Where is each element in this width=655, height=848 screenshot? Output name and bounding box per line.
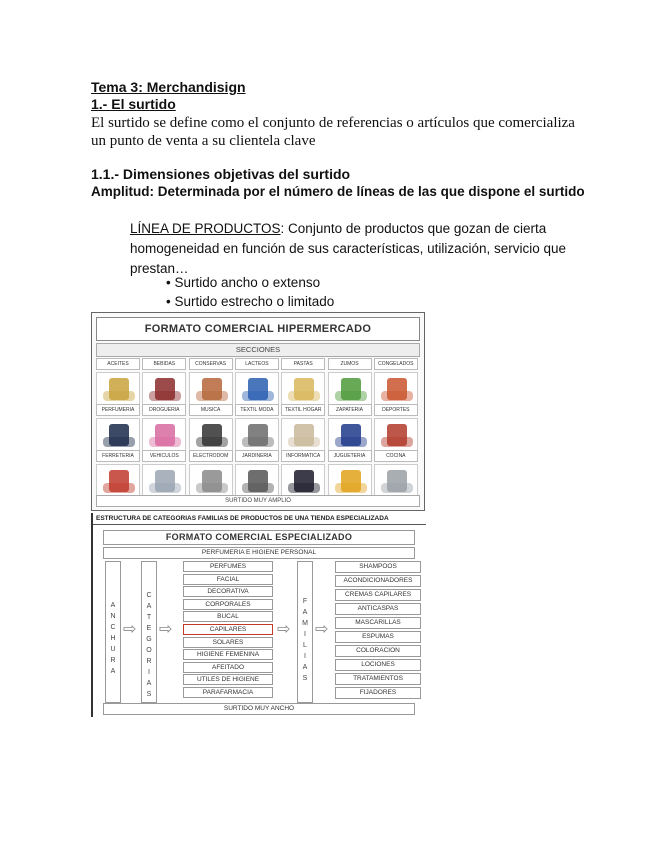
section-label: JUGUETERIA [328,450,372,462]
categoria-item: BUCAL [183,611,273,622]
section-cell [235,404,279,452]
specialized-figure [91,513,425,717]
section-cell [374,404,418,452]
familia-item: ESPUMAS [335,631,421,643]
section-label: ZUMOS [328,358,372,370]
categoria-item: CORPORALES [183,599,273,610]
bullet-text: Surtido ancho o extenso [174,275,321,290]
headphones-icon [189,418,233,452]
section-label: TEXTIL HOGAR [281,404,325,416]
milk-icon [235,372,279,406]
car-icon [142,464,186,498]
categoria-item: CAPILARES [183,624,273,635]
categoria-item: DECORATIVA [183,586,273,597]
section-label: BEBIDAS [142,358,186,370]
section-cell [96,404,140,452]
shoe-icon [328,418,372,452]
pasta-icon [281,372,325,406]
section-cell [281,450,325,498]
figure-title: FORMATO COMERCIAL ESPECIALIZADO [103,530,415,545]
linea-line-1: : Conjunto de productos que gozan de cierta [280,221,547,236]
linea-paragraph [130,219,567,279]
shirt-icon [235,418,279,452]
cans-icon [189,372,233,406]
drill-icon [96,464,140,498]
bullet-item: • Surtido ancho o extenso [166,275,321,290]
definition-line-2: un punto de venta a su clientela clave [91,133,316,149]
familia-item: COLORACION [335,645,421,657]
sports-icon [374,418,418,452]
familia-item: FIJADORES [335,687,421,699]
familia-item: ANTICASPAS [335,603,421,615]
familia-item: CREMAS CAPILARES [335,589,421,601]
pot-icon [374,464,418,498]
figure-subtitle: PERFUMERIA E HIGIENE PERSONAL [103,547,415,559]
amplitud-text: Amplitud: Determinada por el número de líneas de las que dispone el surtido [91,184,585,199]
section-label: CONGELADOS [374,358,418,370]
section-cell [235,358,279,406]
section-label: VEHICULOS [142,450,186,462]
section-heading: 1.- El surtido [91,96,176,112]
familias-column [297,561,313,703]
section-cell [328,358,372,406]
subsection-heading: 1.1.- Dimensiones objetivas del surtido [91,166,351,182]
section-cell [142,358,186,406]
hypermarket-figure [91,312,425,511]
categoria-item: AFEITADO [183,662,273,673]
familia-item: LOCIONES [335,659,421,671]
figure-footer: SURTIDO MUY AMPLIO [96,495,420,507]
familia-item: SHAMPOOS [335,561,421,573]
arrow-icon: ⇨ [159,621,173,638]
perfume-icon [96,418,140,452]
section-cell [142,450,186,498]
section-cell [374,358,418,406]
laptop-icon [281,464,325,498]
section-label: TEXTIL MODA [235,404,279,416]
anchura-column [105,561,121,703]
section-label: COCINA [374,450,418,462]
oil-bottle-icon [96,372,140,406]
linea-line-3: prestan… [130,261,189,276]
section-cell [374,450,418,498]
tools-icon [235,464,279,498]
section-label: JARDINERIA [235,450,279,462]
linea-line-2: homogeneidad en función de sus características, utilización, servicio que [130,241,566,256]
familia-item: MASCARILLAS [335,617,421,629]
familia-item: TRATAMIENTOS [335,673,421,685]
bullet-text: Surtido estrecho o limitado [174,294,335,309]
section-cell [189,404,233,452]
section-cell [96,450,140,498]
definition-line-1: El surtido se define como el conjunto de referencias o artículos que comercializa [91,115,575,131]
bullet-item: • Surtido estrecho o limitado [166,294,335,309]
section-cell [189,450,233,498]
section-label: LACTEOS [235,358,279,370]
arrow-icon: ⇨ [277,621,291,638]
section-cell [235,450,279,498]
section-cell [189,358,233,406]
section-label: DROGUERIA [142,404,186,416]
categorias-text: C A T E G O R I A S [146,592,152,698]
categorias-column [141,561,157,703]
categoria-item: SOLARES [183,637,273,648]
figure-footer: SURTIDO MUY ANCHO [103,703,415,715]
categoria-item: HIGIENE FEMENINA [183,649,273,660]
section-label: PERFUMERIA [96,404,140,416]
section-label: DEPORTES [374,404,418,416]
familia-item: ACONDICIONADORES [335,575,421,587]
section-label: ELECTRODOM [189,450,233,462]
section-cell [281,358,325,406]
appliances-icon [189,464,233,498]
sections-label: SECCIONES [96,343,420,357]
section-label: MUSICA [189,404,233,416]
figure-title: FORMATO COMERCIAL HIPERMERCADO [96,317,420,341]
section-cell [328,450,372,498]
section-label: PASTAS [281,358,325,370]
drinks-icon [142,372,186,406]
section-label: CONSERVAS [189,358,233,370]
arrow-icon: ⇨ [315,621,329,638]
towels-icon [281,418,325,452]
toy-icon [328,464,372,498]
section-label: FERRETERIA [96,450,140,462]
frozen-icon [374,372,418,406]
juice-icon [328,372,372,406]
section-label: ZAPATERIA [328,404,372,416]
categoria-item: FACIAL [183,574,273,585]
familias-text: F A M I L I A S [302,598,308,682]
cleaning-icon [142,418,186,452]
section-label: INFORMATICA [281,450,325,462]
figure-header: ESTRUCTURA DE CATEGORIAS FAMILIAS DE PRODUCTOS DE UNA TIENDA ESPECIALIZADA [93,513,426,525]
anchura-text: A N C H U R A [110,602,116,675]
section-cell [96,358,140,406]
page-title: Tema 3: Merchandisign [91,79,246,95]
categoria-item: PARAFARMACIA [183,687,273,698]
categoria-item: UTILES DE HIGIENE [183,674,273,685]
section-cell [281,404,325,452]
section-cell [142,404,186,452]
linea-label: LÍNEA DE PRODUCTOS [130,221,281,236]
section-label: ACEITES [96,358,140,370]
section-cell [328,404,372,452]
categoria-item: PERFUMES [183,561,273,572]
arrow-icon: ⇨ [123,621,137,638]
